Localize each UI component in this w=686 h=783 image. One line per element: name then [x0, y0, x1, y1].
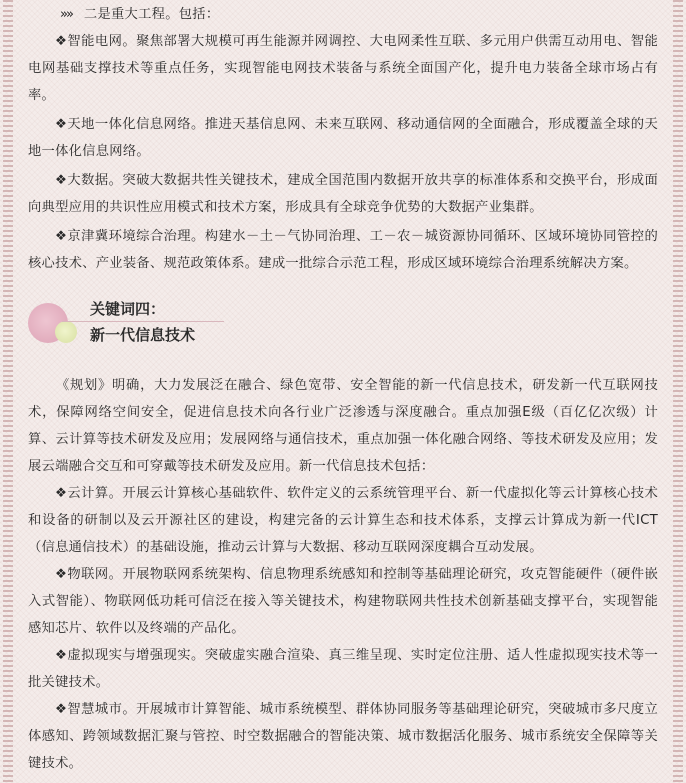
diamond-bullet-icon: ❖: [55, 567, 68, 582]
diamond-bullet-icon: ❖: [55, 486, 68, 501]
right-decorative-border: [673, 0, 683, 783]
paragraph-smart-grid: ❖智能电网。聚焦部署大规模可再生能源并网调控、大电网柔性互联、多元用户供需互动用电、智能电网基础支撑技术等重点任务，实现智能电网技术装备与系统全面国产化，提升电力装备全球市场占有率。: [28, 34, 659, 103]
diamond-bullet-icon: ❖: [55, 702, 68, 717]
diamond-bullet-icon: ❖: [55, 117, 68, 132]
diamond-bullet-icon: ❖: [55, 648, 68, 663]
left-decorative-border: [3, 0, 13, 783]
section-lead-text: 二是重大工程。包括：: [83, 7, 220, 22]
heading-title: 新一代信息技术: [90, 326, 196, 344]
section-lead: [28, 1, 658, 28]
heading-keyword-label: 关键词四：: [90, 300, 166, 318]
paragraph-jjj-environment: ❖京津冀环境综合治理。构建水－土－气协同治理、工－农－城资源协同循环、区域环境协同管控的核心技术、产业装备、规范政策体系。建成一批综合示范工程，形成区域环境综合治理系统解决方案。: [28, 229, 659, 271]
paragraph-big-data: ❖大数据。突破大数据共性关键技术，建成全国范围内数据开放共享的标准体系和交换平台，形成面向典型应用的共识性应用模式和技术方案，形成具有全球竞争优势的大数据产业集群。: [28, 173, 659, 215]
paragraph-space-ground-network: ❖天地一体化信息网络。推进天基信息网、未来互联网、移动通信网的全面融合，形成覆盖全球的天地一体化信息网络。: [28, 117, 659, 159]
intro-paragraph: 《规划》明确，大力发展泛在融合、绿色宽带、安全智能的新一代信息技术，研发新一代互联网技术，保障网络空间安全，促进信息技术向各行业广泛渗透与深度融合。重点加强E级（百亿亿次级）计算、云计算等技术研发及应用；发展网络与通信技术，重点加强一体化融合网络、等技术研发及应用；发展云端融合交互和可穿戴等技术研发及应用。新一代信息技术包括：: [28, 378, 658, 474]
section-heading: [28, 298, 658, 362]
paragraph-smart-city: ❖智慧城市。开展城市计算智能、城市系统模型、群体协同服务等基础理论研究，突破城市多尺度立体感知、跨领域数据汇聚与管控、时空数据融合的智能决策、城市数据活化服务、城市系统安全保障等关键技术。: [28, 702, 659, 771]
paragraph-vr-ar: ❖虚拟现实与增强现实。突破虚实融合渲染、真三维呈现、实时定位注册、适人性虚拟现实技术等一批关键技术。: [28, 648, 659, 690]
heading-divider: [62, 321, 224, 322]
diamond-bullet-icon: ❖: [55, 173, 68, 188]
diamond-bullet-icon: ❖: [55, 229, 68, 244]
green-circle-decoration: [55, 321, 77, 343]
paragraph-iot: ❖物联网。开展物联网系统架构、信息物理系统感知和控制等基础理论研究，攻克智能硬件（硬件嵌入式智能）、物联网低功耗可信泛在接入等关键技术，构建物联网共性技术创新基础支撑平台，实现智能感知芯片、软件以及终端的产品化。: [28, 567, 659, 636]
article-body: [28, 0, 658, 777]
double-arrow-icon: »»: [60, 7, 72, 22]
diamond-bullet-icon: ❖: [55, 34, 68, 49]
paragraph-cloud-computing: ❖云计算。开展云计算核心基础软件、软件定义的云系统管理平台、新一代虚拟化等云计算核心技术和设备的研制以及云开源社区的建设，构建完备的云计算生态和技术体系，支撑云计算成为新一代ICT（信息通信技术）的基础设施，推动云计算与大数据、移动互联网深度耦合互动发展。: [28, 486, 659, 555]
